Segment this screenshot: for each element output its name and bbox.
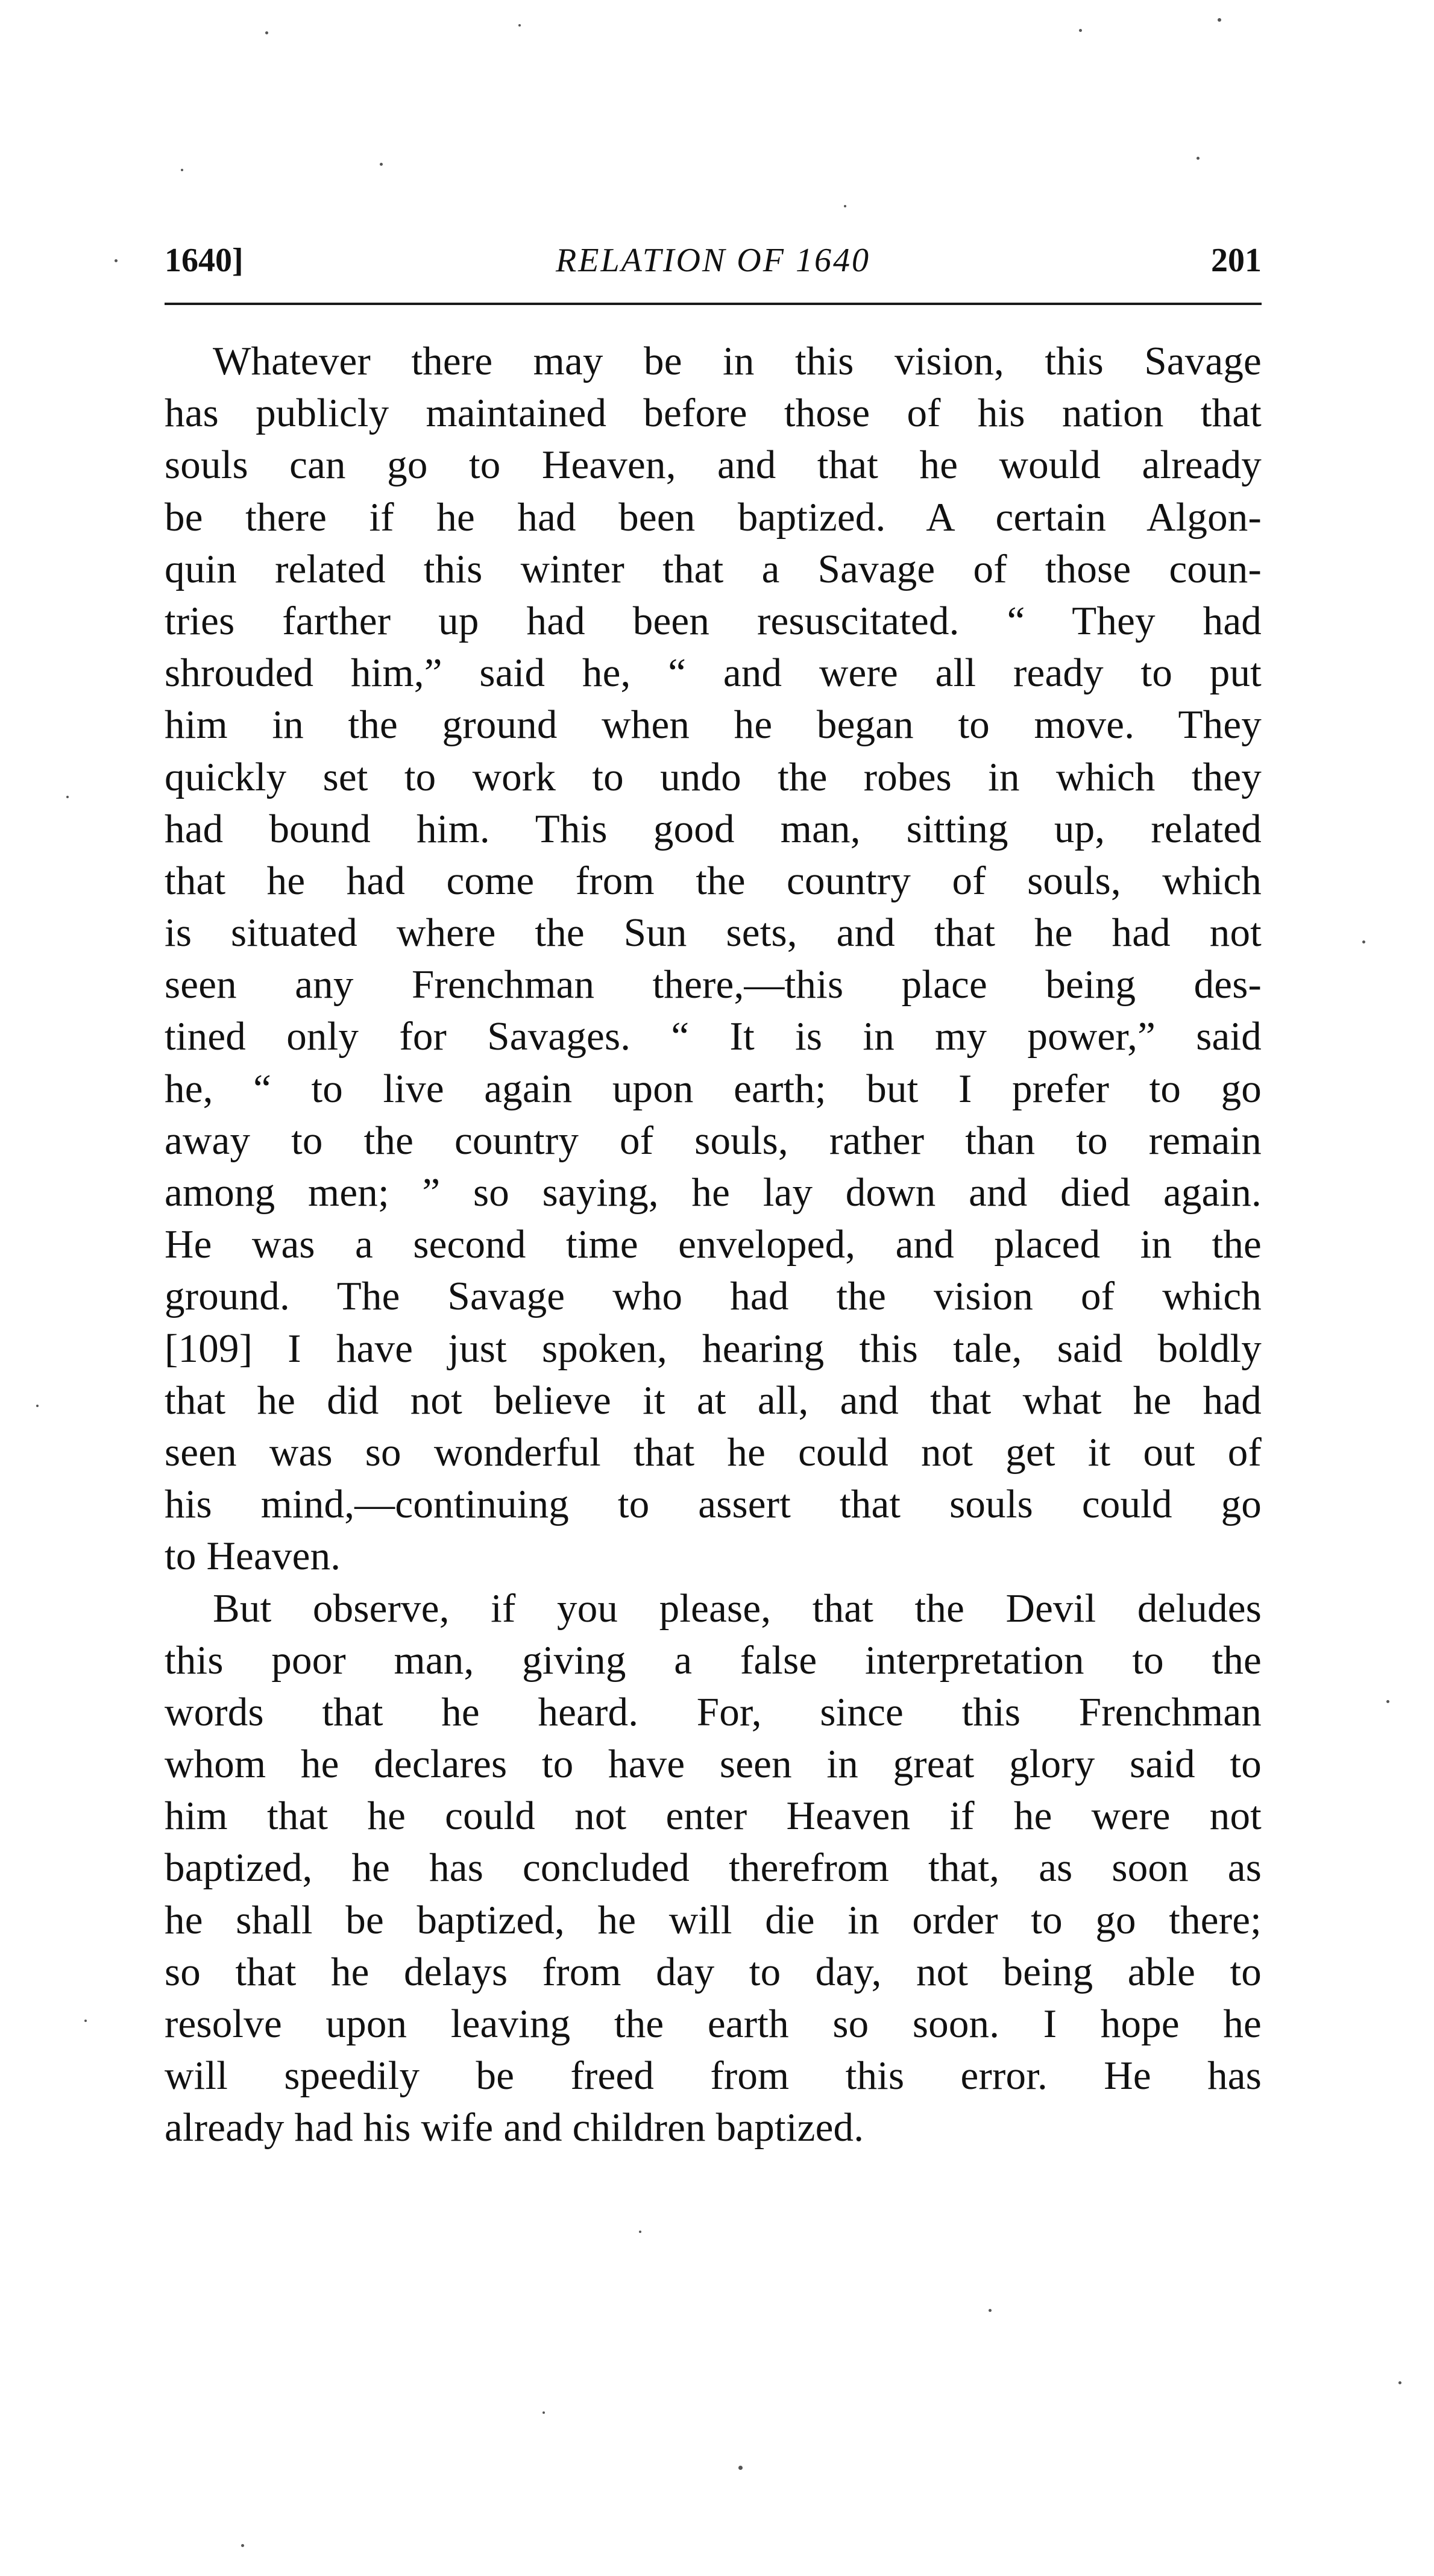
dust-speck [36, 1405, 39, 1407]
text-line: words that he heard. For, since this Frenchman [165, 1689, 1262, 1734]
dust-speck [1197, 157, 1200, 160]
text-line: But observe, if you please, that the Devil deludes [213, 1586, 1262, 1631]
text-line: had bound him. This good man, sitting up, related [165, 806, 1262, 851]
text-line: him that he could not enter Heaven if he were not [165, 1793, 1262, 1839]
text-line: souls can go to Heaven, and that he would already [165, 442, 1262, 488]
dust-speck [1079, 29, 1082, 32]
running-head-title: RELATION OF 1640 [556, 242, 870, 279]
text-line: tined only for Savages. “ It is in my power,” said [165, 1014, 1262, 1059]
text-line: whom he declares to have seen in great glory said to [165, 1742, 1262, 1787]
dust-speck [518, 24, 521, 27]
page-number: 201 [1211, 242, 1262, 279]
text-line: to Heaven. [165, 1534, 341, 1579]
text-line: seen was so wonderful that he could not get it out of [165, 1429, 1262, 1475]
dust-speck [380, 163, 383, 166]
running-head [165, 241, 1262, 289]
text-line: he shall be baptized, he will die in order to go there; [165, 1897, 1262, 1942]
text-line: [109] I have just spoken, hearing this tale, said boldly [165, 1326, 1262, 1371]
text-line: baptized, he has concluded therefrom that, as soon as [165, 1845, 1262, 1891]
text-line: ground. The Savage who had the vision of which [165, 1274, 1262, 1319]
dust-speck [84, 2020, 87, 2022]
text-line: his mind,—continuing to assert that souls could go [165, 1482, 1262, 1527]
text-line: that he had come from the country of souls, which [165, 858, 1262, 903]
dust-speck [1386, 1700, 1389, 1703]
text-line: be there if he had been baptized. A certain Algon- [165, 494, 1262, 540]
dust-speck [639, 2231, 641, 2233]
text-line: will speedily be freed from this error. He has [165, 2053, 1262, 2099]
text-line: shrouded him,” said he, “ and were all ready to put [165, 650, 1262, 696]
dust-speck [1362, 940, 1365, 943]
text-line: tries farther up had been resuscitated. “ They had [165, 598, 1262, 643]
text-line: among men; ” so saying, he lay down and died again. [165, 1170, 1262, 1215]
text-line: quin related this winter that a Savage of those coun- [165, 546, 1262, 591]
dust-speck [181, 169, 183, 171]
text-line: he, “ to live again upon earth; but I prefer to go [165, 1066, 1262, 1111]
dust-speck [1398, 2381, 1401, 2384]
dust-speck [66, 796, 69, 798]
dust-speck [989, 2309, 992, 2312]
text-line: that he did not believe it at all, and that what he had [165, 1378, 1262, 1423]
text-line: away to the country of souls, rather than to remain [165, 1118, 1262, 1163]
text-line: He was a second time enveloped, and placed in the [165, 1222, 1262, 1267]
dust-speck [738, 2466, 743, 2470]
dust-speck [241, 2544, 244, 2547]
text-line: has publicly maintained before those of his nation that [165, 391, 1262, 436]
dust-speck [844, 205, 846, 207]
header-rule [165, 303, 1262, 305]
dust-speck [115, 259, 118, 262]
text-line: Whatever there may be in this vision, this Savage [213, 339, 1262, 383]
text-line: so that he delays from day to day, not being able to [165, 1949, 1262, 1994]
text-line: seen any Frenchman there,—this place being des- [165, 962, 1262, 1007]
text-line: him in the ground when he began to move. They [165, 702, 1262, 748]
dust-speck [1218, 18, 1221, 22]
text-line: quickly set to work to undo the robes in which they [165, 754, 1262, 799]
text-line: this poor man, giving a false interpretation to the [165, 1637, 1262, 1683]
text-line: is situated where the Sun sets, and that he had not [165, 910, 1262, 956]
text-line: resolve upon leaving the earth so soon. I hope he [165, 2001, 1262, 2046]
dust-speck [542, 2411, 545, 2414]
body-text [165, 335, 1262, 2154]
dust-speck [265, 31, 268, 34]
running-head-year: 1640] [165, 242, 244, 279]
text-line: already had his wife and children baptized. [165, 2105, 864, 2150]
